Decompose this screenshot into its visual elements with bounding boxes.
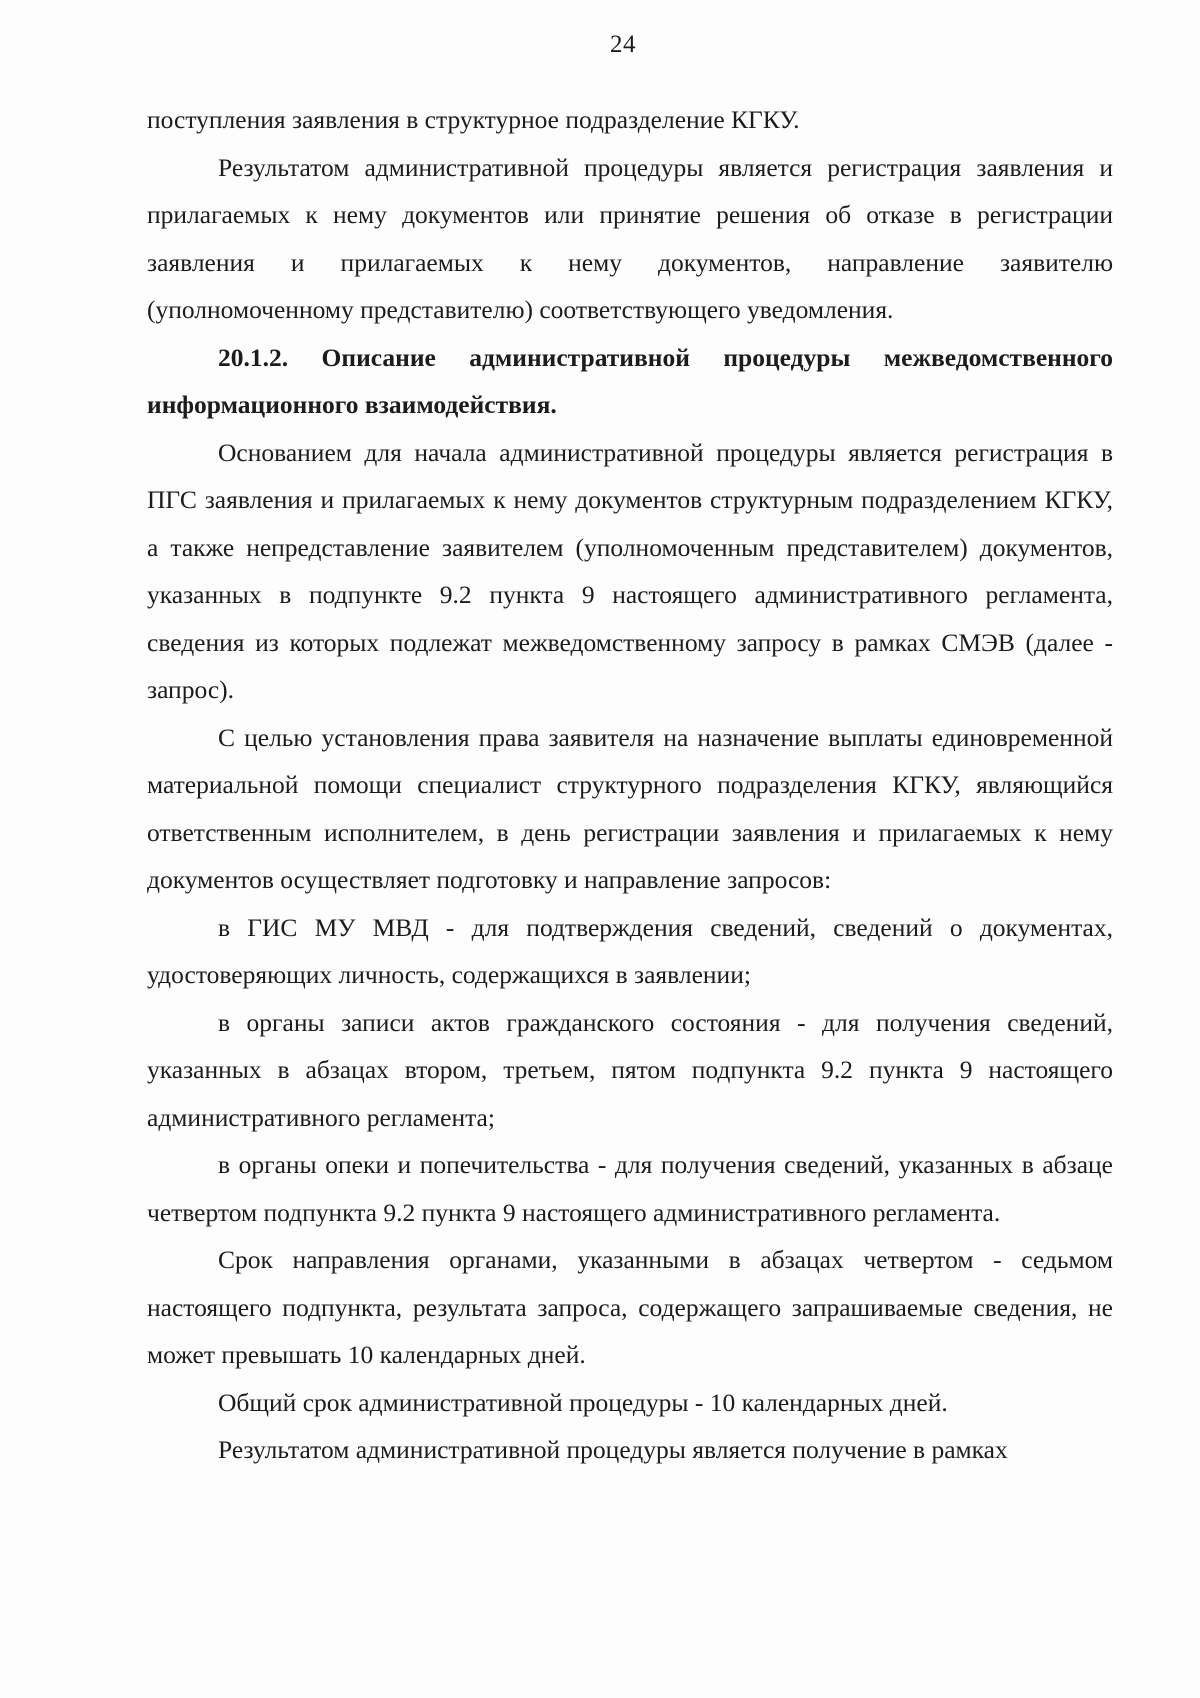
page-number: 24: [610, 31, 636, 58]
paragraph-purpose: С целью установления права заявителя на назначение выплаты единовременной материальной помощи специалист структурного подразделения КГКУ, являющийся ответственным исполнителем, в день регистрации заявления и прилагаемых к нему документов осуществляет подготовку и направление запросов:: [147, 722, 1113, 894]
paragraph-response-deadline: Срок направления органами, указанными в абзацах четвертом - седьмом настоящего подпункта, результата запроса, содержащего запрашиваемые сведения, не может превышать 10 календарных дней.: [147, 1245, 1113, 1369]
list-item-gis-mvd: в ГИС МУ МВД - для подтверждения сведений, сведений о документах, удостоверяющих личность, содержащихся в заявлении;: [147, 912, 1113, 989]
paragraph-result-start: Результатом административной процедуры является получение в рамках: [218, 1435, 1008, 1464]
paragraph-basis: Основанием для начала административной процедуры является регистрация в ПГС заявления и прилагаемых к нему документов структурным подразделением КГКУ, а также непредставление заявителем (уполномоченным представителем) документов, указанных в подпункте 9.2 пункта 9 настоящего административного регламента, сведения из которых подлежат межведомственному запросу в рамках СМЭВ (далее - запрос).: [147, 437, 1113, 704]
paragraph-continuation: поступления заявления в структурное подразделение КГКУ.: [147, 105, 800, 134]
section-heading-20-1-2: 20.1.2. Описание административной процедуры межведомственного информационного взаимодействия.: [147, 342, 1113, 419]
document-body: [147, 96, 1113, 1474]
paragraph-registration-result: Результатом административной процедуры является регистрация заявления и прилагаемых к нему документов или принятие решения об отказе в регистрации заявления и прилагаемых к нему документов, направление заявителю (уполномоченному представителю) соответствующего уведомления.: [147, 152, 1113, 324]
paragraph-total-deadline: Общий срок административной процедуры - 10 календарных дней.: [218, 1387, 948, 1417]
list-item-guardianship: в органы опеки и попечительства - для получения сведений, указанных в абзаце четвертом подпункта 9.2 пункта 9 настоящего административного регламента.: [147, 1150, 1113, 1227]
list-item-zags: в органы записи актов гражданского состояния - для получения сведений, указанных в абзацах втором, третьем, пятом подпункта 9.2 пункта 9 настоящего административного регламента;: [147, 1007, 1113, 1132]
